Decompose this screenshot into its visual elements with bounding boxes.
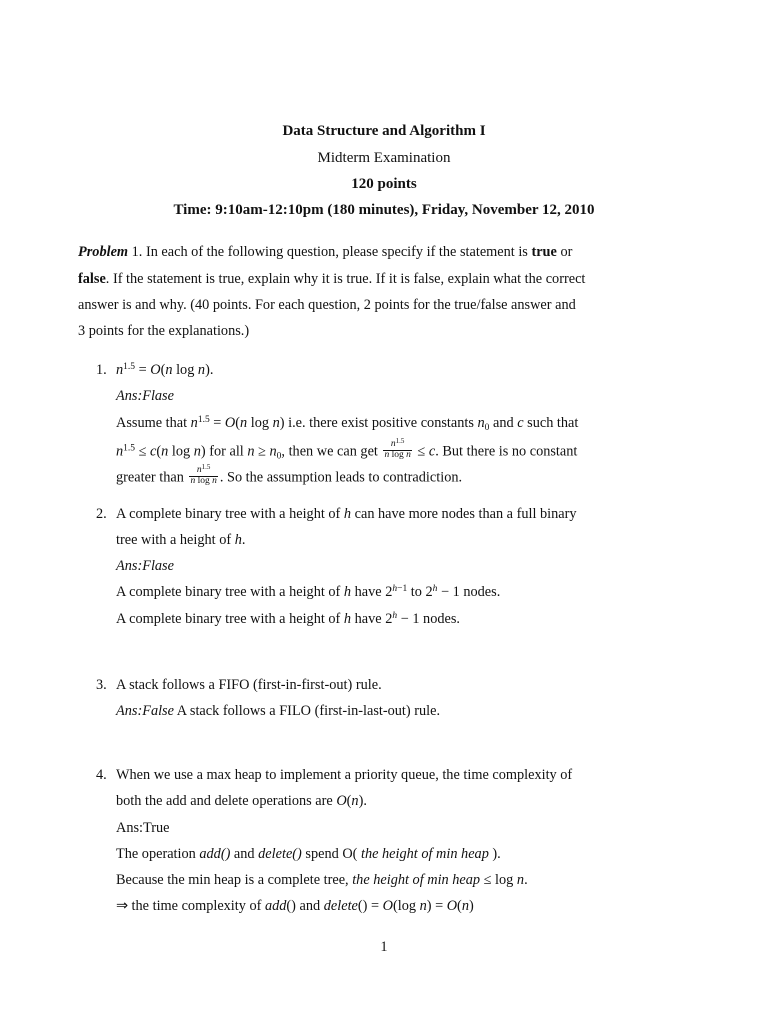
q1-answer: Ans:Flase bbox=[116, 388, 174, 404]
exam-time: Time: 9:10am-12:10pm (180 minutes), Friday, November 12, 2010 bbox=[173, 202, 595, 218]
q4-explain-2: Because the min heap is a complete tree, the height of min heap ≤ log n. bbox=[116, 872, 528, 888]
exam-points: 120 points bbox=[351, 176, 417, 192]
problem-line-3: answer is and why. (40 points. For each question, 2 points for the true/false answer and bbox=[78, 297, 576, 313]
q2-number: 2. bbox=[96, 506, 107, 522]
q1-fraction-1: $\frac{n^{1.5}}{\text{n log n}}$ bbox=[384, 437, 411, 460]
problem-label: Problem bbox=[78, 244, 129, 260]
q3-number: 3. bbox=[96, 677, 107, 693]
q1-explain-1: Assume that $n^{1.5} = O(n$ log n) i.e. there exist positive constants $n_0$ and c such that bbox=[116, 415, 579, 433]
q3-answer: Ans:False A stack follows a FILO (first-in-last-out) rule. bbox=[116, 703, 441, 719]
exam-title: Data Structure and Algorithm I bbox=[282, 123, 486, 139]
q1-explain-2: $n^{1.5} \le c(n$ log n) for all $n \ge n_0$, then we can get $\frac{n^{1.5}}{\text{n log n}}$ ≤ c. But there is no constant bbox=[116, 437, 578, 462]
q4-explain-1: The operation add() and delete() spend O( the height of min heap ). bbox=[116, 846, 501, 862]
q4-explain-3: ⇒ the time complexity of add() and delete() = O(log n) = O(n) bbox=[116, 898, 474, 914]
page-number: 1 bbox=[380, 939, 388, 955]
problem-line-2: false. If the statement is true, explain why it is true. If it is false, explain what the correct bbox=[78, 271, 586, 287]
q2-explain-2: A complete binary tree with a height of h have $2^h - 1$ nodes. bbox=[116, 611, 460, 627]
problem-line-4: 3 points for the explanations.) bbox=[78, 323, 250, 339]
exam-subtitle: Midterm Examination bbox=[317, 150, 451, 166]
q1-statement: $n^{1.5} = O(n$ log n). bbox=[116, 362, 214, 378]
q1-fraction-2: $\frac{n^{1.5}}{\text{n log n}}$ bbox=[190, 463, 217, 486]
q4-statement-2: both the add and delete operations are O(n). bbox=[116, 793, 367, 809]
problem-line-1: Problem 1. In each of the following question, please specify if the statement is true or bbox=[78, 244, 573, 260]
q1-explain-3: greater than $\frac{n^{1.5}}{\text{n log n}}$ . So the assumption leads to contradiction. bbox=[116, 463, 463, 486]
q4-number: 4. bbox=[96, 767, 107, 783]
q2-statement-1: A complete binary tree with a height of h can have more nodes than a full binary bbox=[116, 506, 577, 522]
q2-explain-1: A complete binary tree with a height of h have $2^{h-1}$ to $2^h - 1$ nodes. bbox=[116, 584, 501, 600]
q4-statement-1: When we use a max heap to implement a priority queue, the time complexity of bbox=[116, 767, 573, 783]
q3-statement: A stack follows a FIFO (first-in-first-out) rule. bbox=[116, 677, 382, 693]
q4-answer: Ans:True bbox=[116, 820, 170, 836]
q2-statement-2: tree with a height of h. bbox=[116, 532, 246, 548]
q2-answer: Ans:Flase bbox=[116, 558, 174, 574]
q1-number: 1. bbox=[96, 362, 107, 378]
